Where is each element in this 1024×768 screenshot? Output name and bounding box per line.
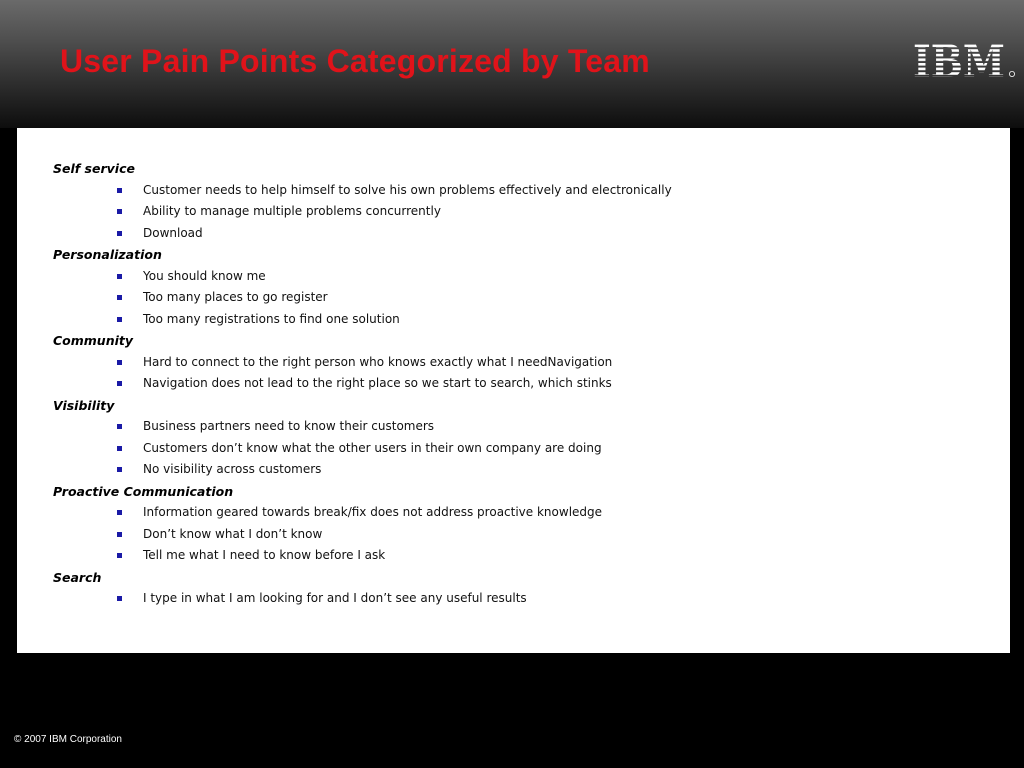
list-item-text: Hard to connect to the right person who knows exactly what I needNavigation (143, 354, 613, 369)
section (53, 395, 672, 481)
list-item (53, 524, 672, 546)
list-item (53, 223, 672, 245)
section (53, 567, 672, 610)
list-item (53, 459, 672, 481)
square-bullet-icon (117, 596, 122, 601)
ibm-logo (913, 40, 1017, 84)
square-bullet-icon (117, 274, 122, 279)
section-heading: Self service (53, 161, 135, 176)
section-heading: Personalization (53, 247, 162, 262)
slide-title: User Pain Points Categorized by Team (60, 43, 650, 79)
section-heading: Community (53, 333, 134, 348)
list-item-text: Customers don’t know what the other users in their own company are doing (143, 440, 602, 455)
list-item-text: Business partners need to know their customers (143, 419, 435, 433)
square-bullet-icon (117, 424, 122, 429)
square-bullet-icon (117, 295, 122, 300)
square-bullet-icon (117, 553, 122, 558)
list-item-text: Customer needs to help himself to solve his own problems effectively and electronically (143, 182, 672, 197)
copyright-footer: © 2007 IBM Corporation (14, 734, 122, 745)
square-bullet-icon (117, 360, 122, 365)
list-item-text: Too many registrations to find one solution (143, 311, 400, 326)
list-item-text: Too many places to go register (143, 290, 328, 304)
list-item-text: I type in what I am looking for and I don’t see any useful results (143, 591, 527, 605)
section-items (53, 416, 672, 481)
section (53, 330, 672, 395)
section (53, 481, 672, 567)
list-item-text: You should know me (143, 268, 266, 283)
square-bullet-icon (117, 209, 122, 214)
section-items (53, 180, 672, 245)
square-bullet-icon (117, 381, 122, 386)
ibm-logo-text: IBM (913, 40, 1005, 80)
square-bullet-icon (117, 532, 122, 537)
list-item (53, 309, 672, 331)
ibm-logo-icon (913, 40, 1017, 80)
square-bullet-icon (117, 467, 122, 472)
square-bullet-icon (117, 188, 122, 193)
slide-header (0, 0, 1024, 128)
list-item-text: Navigation does not lead to the right place so we start to search, which stinks (143, 376, 612, 390)
square-bullet-icon (117, 317, 122, 322)
list-item (53, 416, 672, 438)
section-items (53, 266, 672, 331)
list-item-text: Tell me what I need to know before I ask (143, 548, 386, 562)
section-items (53, 588, 672, 610)
section-items (53, 352, 672, 395)
list-item (53, 266, 672, 288)
square-bullet-icon (117, 446, 122, 451)
section (53, 158, 672, 244)
square-bullet-icon (117, 510, 122, 515)
list-item-text: No visibility across customers (143, 462, 322, 476)
square-bullet-icon (117, 231, 122, 236)
list-item (53, 180, 672, 202)
list-item (53, 373, 672, 395)
list-item-text: Information geared towards break/fix does not address proactive knowledge (143, 505, 603, 519)
content-panel (17, 128, 1010, 653)
list-item (53, 201, 672, 223)
section-heading: Visibility (53, 397, 115, 413)
section-heading: Search (53, 569, 102, 585)
list-item (53, 588, 672, 610)
section-items (53, 502, 672, 567)
list-item (53, 287, 672, 309)
list-item-text: Ability to manage multiple problems concurrently (143, 204, 441, 218)
list-item (53, 545, 672, 567)
pain-point-sections (53, 158, 672, 610)
list-item (53, 502, 672, 524)
list-item (53, 352, 672, 374)
section-heading: Proactive Communication (53, 483, 234, 499)
list-item-text: Download (143, 225, 203, 240)
list-item-text: Don’t know what I don’t know (143, 526, 323, 541)
section (53, 244, 672, 330)
list-item (53, 438, 672, 460)
